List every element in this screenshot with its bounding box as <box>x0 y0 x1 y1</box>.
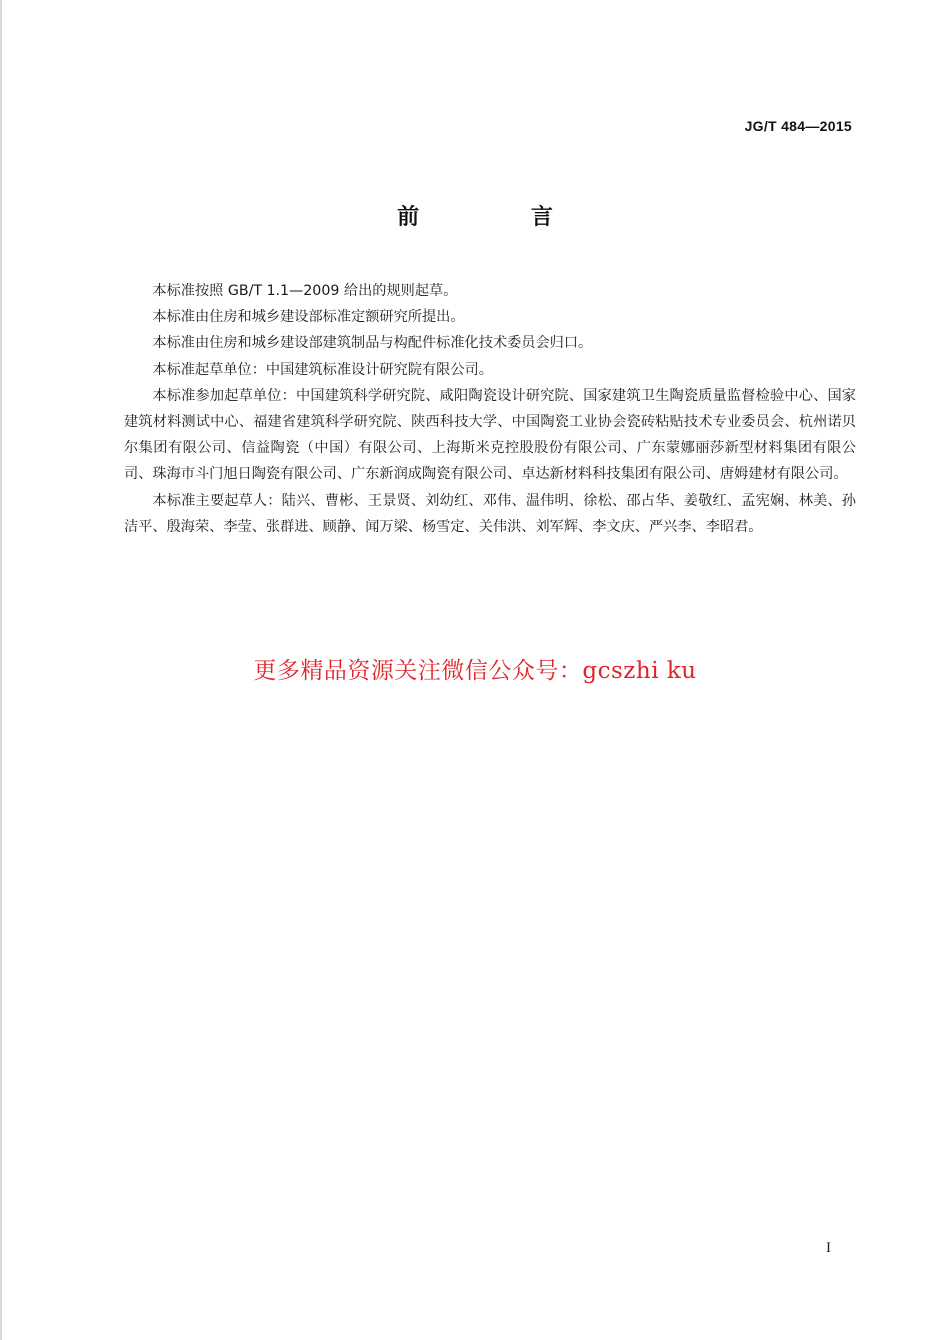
wechat-notice: 更多精品资源关注微信公众号：gcszhi ku <box>253 658 697 684</box>
foreword-body <box>124 278 856 540</box>
page-title: 前 言 <box>397 205 605 230</box>
paragraph-participating-units: 本标准参加起草单位：中国建筑科学研究院、咸阳陶瓷设计研究院、国家建筑卫生陶瓷质量监督检验中心、国家建筑材料测试中心、福建省建筑科学研究院、陕西科技大学、中国陶瓷工业协会瓷砖粘贴技术专业委员会、杭州诺贝尔集团有限公司、信益陶瓷（中国）有限公司、上海斯米克控股股份有限公司、广东蒙娜丽莎新型材料集团有限公司、珠海市斗门旭日陶瓷有限公司、广东新润成陶瓷有限公司、卓达新材料科技集团有限公司、唐姆建材有限公司。 <box>124 387 856 483</box>
paragraph-main-drafters: 本标准主要起草人：陆兴、曹彬、王景贤、刘幼红、邓伟、温伟明、徐松、邵占华、姜敬红、孟宪娴、林美、孙洁平、殷海荣、李莹、张群进、顾静、闻万梁、杨雪定、关伟洪、刘军辉、李文庆、严兴李、李昭君。 <box>124 492 856 535</box>
paragraph-administrator: 本标准由住房和城乡建设部建筑制品与构配件标准化技术委员会归口。 <box>152 335 593 352</box>
paragraph-drafting-rules: 本标准按照 GB/T 1.1—2009 给出的规则起草。 <box>152 283 458 299</box>
page-number: I <box>826 1240 831 1256</box>
paragraph-proposer: 本标准由住房和城乡建设部标准定额研究所提出。 <box>152 309 465 326</box>
paragraph-drafting-unit: 本标准起草单位：中国建筑标准设计研究院有限公司。 <box>152 361 493 378</box>
standard-code: JG/T 484—2015 <box>744 118 852 134</box>
